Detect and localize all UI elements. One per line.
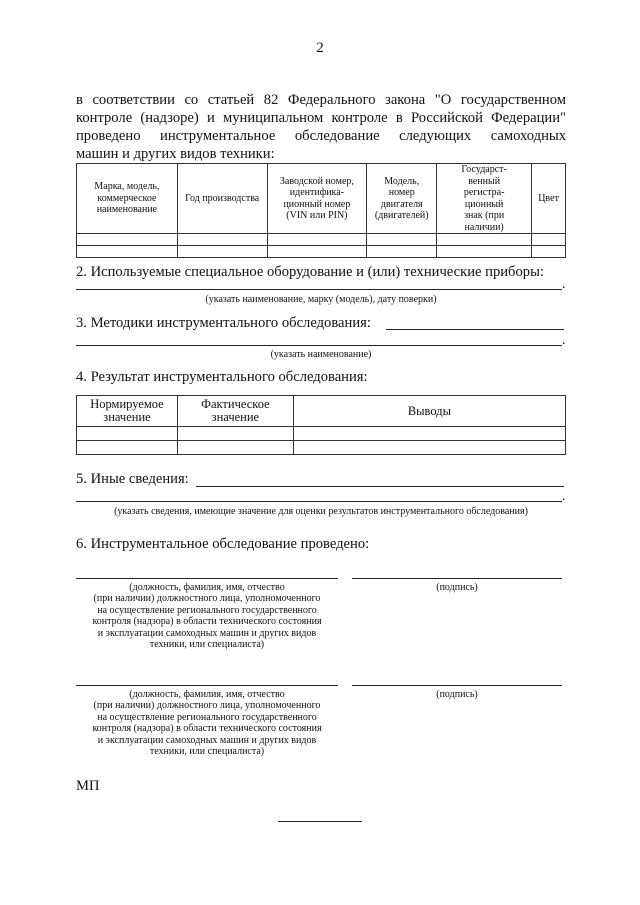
section-3-field-line2[interactable] — [76, 345, 562, 346]
section-6-title: 6. Инструментальное обследование проведено: — [76, 536, 370, 552]
section-3-field[interactable] — [386, 329, 564, 330]
table-cell[interactable] — [177, 427, 293, 441]
vehicle-header-engine: Модель, номер двигателя (двигателей) — [367, 164, 437, 234]
table-cell[interactable] — [177, 246, 267, 258]
table-cell[interactable] — [532, 234, 566, 246]
signer-2-signature-field[interactable] — [352, 685, 562, 686]
vehicle-header-color: Цвет — [532, 164, 566, 234]
intro-line: контроле (надзоре) и муниципальном контроле в Российской Федерации" — [76, 110, 566, 126]
signer-1-signature-hint: (подпись) — [436, 582, 478, 593]
table-cell[interactable] — [177, 441, 293, 455]
section-3-end: . — [562, 333, 566, 348]
signer-1-position-hint: (должность, фамилия, имя, отчество (при наличии) должностного лица, уполномоченного на осуществление регионального государственного контроля (надзора) в области технического состояния и эксплуатации самоходных машин и других видов техники, или специалиста) — [92, 582, 322, 651]
vehicle-header-year: Год производства — [177, 164, 267, 234]
intro-line: машин и других видов техники: — [76, 146, 275, 162]
table-cell[interactable] — [367, 246, 437, 258]
signer-2-position-field[interactable] — [76, 685, 338, 686]
table-cell[interactable] — [532, 246, 566, 258]
vehicle-header-vin: Заводской номер, идентифика- ционный номер (VIN или PIN) — [267, 164, 367, 234]
table-row — [77, 246, 566, 258]
table-cell[interactable] — [77, 246, 178, 258]
results-header-conclusions: Выводы — [293, 396, 565, 427]
signer-2-signature-hint: (подпись) — [436, 689, 478, 700]
closing-divider — [278, 821, 362, 822]
vehicle-table — [76, 163, 566, 258]
table-cell[interactable] — [293, 427, 565, 441]
table-cell[interactable] — [177, 234, 267, 246]
section-2-title: 2. Используемые специальное оборудование и (или) технические приборы: — [76, 264, 544, 280]
signer-1-position-field[interactable] — [76, 578, 338, 579]
table-row — [77, 234, 566, 246]
stamp-label: МП — [76, 778, 100, 794]
section-5-hint: (указать сведения, имеющие значение для оценки результатов инструментального обследования) — [114, 506, 528, 517]
section-2-end: . — [562, 277, 566, 292]
section-3-hint: (указать наименование) — [270, 349, 372, 360]
section-3-title: 3. Методики инструментального обследования: — [76, 315, 371, 331]
intro-line: в соответствии со статьей 82 Федерального закона "О государственном — [76, 92, 566, 108]
results-header-normative: Нормируемое значение — [77, 396, 178, 427]
table-cell[interactable] — [77, 441, 178, 455]
vehicle-header-brand: Марка, модель, коммерческое наименование — [77, 164, 178, 234]
table-cell[interactable] — [367, 234, 437, 246]
results-header-actual: Фактическое значение — [177, 396, 293, 427]
table-cell[interactable] — [293, 441, 565, 455]
section-5-field[interactable] — [196, 486, 564, 487]
section-5-field-line2[interactable] — [76, 501, 562, 502]
section-5-end: . — [562, 489, 566, 504]
section-4-title: 4. Результат инструментального обследования: — [76, 369, 368, 385]
section-2-hint: (указать наименование, марку (модель), дату поверки) — [205, 294, 437, 305]
table-cell[interactable] — [77, 427, 178, 441]
page-number: 2 — [316, 40, 324, 56]
signer-2-position-hint: (должность, фамилия, имя, отчество (при наличии) должностного лица, уполномоченного на осуществление регионального государственного контроля (надзора) в области технического состояния и эксплуатации самоходных машин и других видов техники, или специалиста) — [92, 689, 322, 758]
table-cell[interactable] — [437, 234, 532, 246]
table-cell[interactable] — [437, 246, 532, 258]
vehicle-header-plate: Государст- венный регистра- ционный знак (при наличии) — [437, 164, 532, 234]
table-row — [77, 427, 566, 441]
signer-1-signature-field[interactable] — [352, 578, 562, 579]
table-row — [77, 441, 566, 455]
results-table — [76, 395, 566, 455]
section-5-title: 5. Иные сведения: — [76, 471, 189, 487]
table-cell[interactable] — [267, 234, 367, 246]
intro-line: проведено инструментальное обследование следующих самоходных — [76, 128, 566, 144]
section-2-field[interactable] — [76, 289, 562, 290]
intro-paragraph — [76, 91, 566, 163]
table-cell[interactable] — [77, 234, 178, 246]
table-cell[interactable] — [267, 246, 367, 258]
